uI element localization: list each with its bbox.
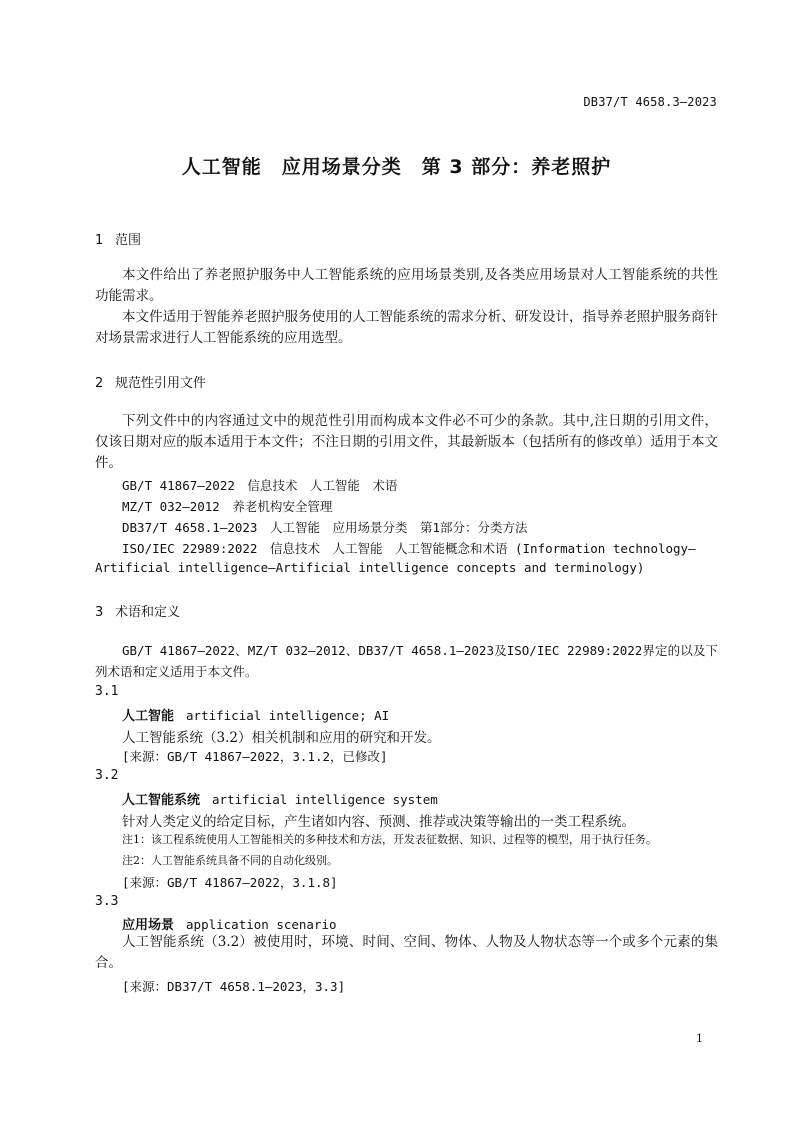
reference-item: ISO/IEC 22989:2022 信息技术 人工智能 人工智能概念和术语 (Information technology— xyxy=(122,541,696,556)
term-zh: 人工智能 xyxy=(122,709,175,724)
normative-intro: 下列文件中的内容通过文中的规范性引用而构成本文件必不可少的条款。其中,注日期的引用文件，仅该日期对应的版本适用于本文件；不注日期的引用文件，其最新版本（包括所有的修改单）适用于本文件。 xyxy=(95,413,718,471)
term-source: [来源：GB/T 41867—2022，3.1.2，已修改] xyxy=(122,749,388,764)
term-zh: 人工智能系统 xyxy=(122,793,201,808)
term-en: artificial intelligence; AI xyxy=(186,708,390,723)
term-note-1: 注1：该工程系统使用人工智能相关的多种技术和方法，开发表征数据、知识、过程等的模型，用于执行任务。 xyxy=(122,833,657,846)
scope-paragraph-2: 本文件适用于智能养老照护服务使用的人工智能系统的需求分析、研发设计，指导养老照护服务商针对场景需求进行人工智能系统的应用选型。 xyxy=(95,309,718,346)
section-title: 范围 xyxy=(115,233,142,248)
term-source: [来源：GB/T 41867—2022，3.1.8] xyxy=(122,875,338,890)
term-number: 3.1 xyxy=(95,684,119,699)
term-en: artificial intelligence system xyxy=(212,792,438,807)
term-definition: 针对人类定义的给定目标，产生诸如内容、预测、推荐或决策等输出的一类工程系统。 xyxy=(122,814,635,830)
section-number: 3 xyxy=(95,605,104,620)
reference-item: DB37/T 4658.1—2023 人工智能 应用场景分类 第1部分：分类方法 xyxy=(122,520,528,535)
document-code: DB37/T 4658.3—2023 xyxy=(583,95,717,109)
section-title: 术语和定义 xyxy=(115,605,181,620)
term-en: application scenario xyxy=(186,917,337,932)
term-number: 3.2 xyxy=(95,768,119,783)
reference-item: MZ/T 032—2012 养老机构安全管理 xyxy=(122,499,333,514)
term-note-2: 注2：人工智能系统具备不同的自动化级别。 xyxy=(122,854,338,867)
section-number: 1 xyxy=(95,233,104,248)
term-definition: 人工智能系统（3.2）被使用时，环境、时间、空间、物体、人物及人物状态等一个或多个元素的集合。 xyxy=(95,934,718,971)
section-title: 规范性引用文件 xyxy=(115,376,207,391)
term-number: 3.3 xyxy=(95,894,119,909)
section-number: 2 xyxy=(95,376,104,391)
term-entry xyxy=(122,914,337,933)
term-definition: 人工智能系统（3.2）相关机制和应用的研究和开发。 xyxy=(122,730,441,746)
document-title: 人工智能 应用场景分类 第 3 部分：养老照护 xyxy=(181,156,612,178)
term-entry xyxy=(122,789,438,808)
term-zh: 应用场景 xyxy=(122,918,175,933)
term-entry xyxy=(122,705,389,724)
reference-item: GB/T 41867—2022 信息技术 人工智能 术语 xyxy=(122,478,398,493)
section-2-heading xyxy=(95,372,206,391)
reference-item-continued: Artificial intelligence—Artificial intelligence concepts and terminology) xyxy=(95,560,645,575)
section-1-heading xyxy=(95,229,141,248)
term-source: [来源：DB37/T 4658.1—2023，3.3] xyxy=(122,979,346,994)
page-number: 1 xyxy=(696,1032,703,1045)
scope-paragraph-1: 本文件给出了养老照护服务中人工智能系统的应用场景类别,及各类应用场景对人工智能系统的共性功能需求。 xyxy=(95,267,718,304)
section-3-heading xyxy=(95,601,180,620)
terms-intro: GB/T 41867—2022、MZ/T 032—2012、DB37/T 4658.1—2023及ISO/IEC 22989:2022界定的以及下列术语和定义适用于本文件。 xyxy=(95,643,718,679)
